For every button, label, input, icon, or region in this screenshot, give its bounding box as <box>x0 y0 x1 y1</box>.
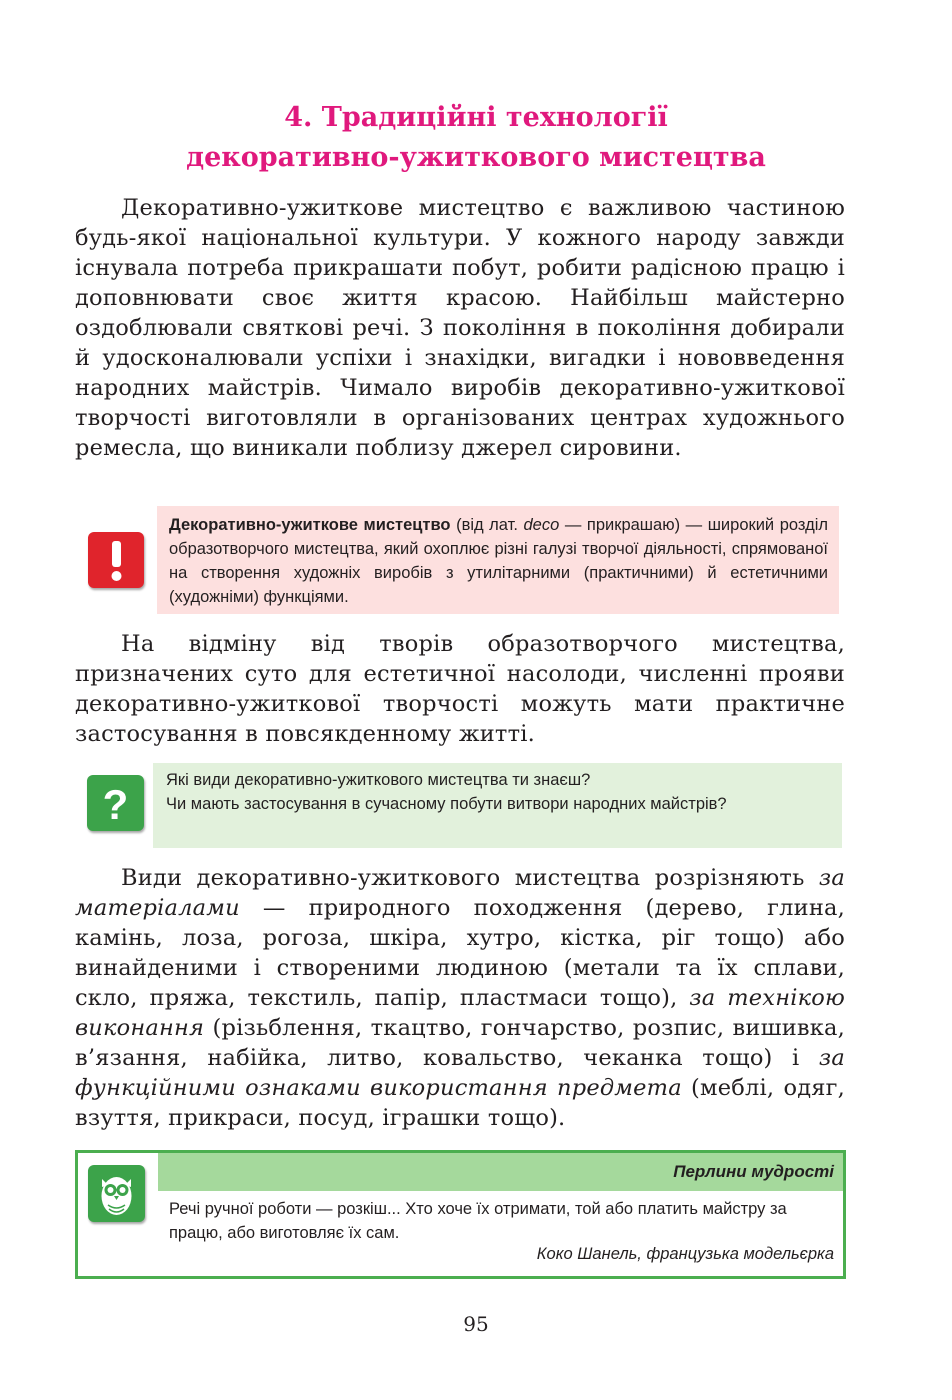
wisdom-header: Перлини мудрості <box>158 1153 843 1191</box>
question-icon <box>87 775 144 831</box>
definition-box <box>157 506 839 614</box>
definition-origin-prefix: (від лат. <box>450 516 524 534</box>
wisdom-author: Коко Шанель, французька модельєрка <box>536 1245 834 1263</box>
types-text-2: — природного походження (дерево, глина, камінь, лоза, рогоза, шкіра, хутро, кістка, ріг тощо) або винайденими і створеними людиною (метали та їх сплави, скло, пряжа, текстиль, папір, пластмаси тощо), <box>75 895 845 1011</box>
definition-rest: — прикрашаю) — широкий розділ образотворчого мистецтва, який охоплює різні галузі творчої діяльності, спрямованої на створення художніх виробів з утилітарними (практичними) й естетичними (художніми) функціями. <box>169 516 828 606</box>
definition-term: Декоративно-ужиткове мистецтво <box>169 516 451 534</box>
question-2: Чи мають застосування в сучасному побути витвори народних майстрів? <box>166 795 727 813</box>
questions-box <box>153 763 842 848</box>
types-materials: за матеріалами <box>75 865 845 921</box>
wisdom-quote: Речі ручної роботи — розкіш... Хто хоче їх отримати, той або платить майстру за працю, або виготовляє їх сам. <box>169 1200 787 1242</box>
types-technique: за технікою виконання <box>75 985 845 1041</box>
types-function: за функційними ознаками використання предмета <box>75 1045 845 1101</box>
paragraph-practical: На відміну від творів образотворчого мистецтва, призначених суто для естетичної насолоди, численні прояви декоративно-ужиткової творчості можуть мати практичне застосування в повсякденному житті. <box>75 631 845 747</box>
page-number: 95 <box>463 1312 489 1336</box>
owl-icon <box>88 1165 145 1222</box>
exclamation-icon <box>88 532 144 588</box>
paragraph-types <box>75 863 845 1133</box>
types-text-3: (різьблення, ткацтво, гончарство, розпис, вишивка, в’язання, набійка, литво, ковальство, чеканка тощо) і <box>75 1015 845 1071</box>
question-1: Які види декоративно-ужиткового мистецтва ти знаєш? <box>166 771 591 789</box>
paragraph-intro: Декоративно-ужиткове мистецтво є важливою частиною будь-якої національної культури. У кожного народу завжди існувала потреба прикрашати побут, робити радісною працю і доповнювати своє життя красою. Найбільш майстерно оздоблювали святкові речі. З покоління в покоління добирали й удосконалювали успіхи і знахідки, вигадки і нововведення народних майстрів. Чимало виробів декоративно-ужиткової творчості виготовляли в організованих центрах художнього ремесла, що виникали поблизу джерел сировини. <box>75 195 845 461</box>
types-text-1: Види декоративно-ужиткового мистецтва розрізняють <box>121 865 819 891</box>
definition-text <box>157 506 839 609</box>
definition-origin-word: deco <box>523 516 560 534</box>
wisdom-box <box>75 1150 846 1279</box>
page-subtitle: декоративно-ужиткового мистецтва <box>186 142 766 173</box>
page-title: 4. Традиційні технології <box>284 102 668 133</box>
types-text-4: (меблі, одяг, взуття, прикраси, посуд, іграшки тощо). <box>75 1075 845 1131</box>
svg-text:?: ? <box>102 781 129 828</box>
